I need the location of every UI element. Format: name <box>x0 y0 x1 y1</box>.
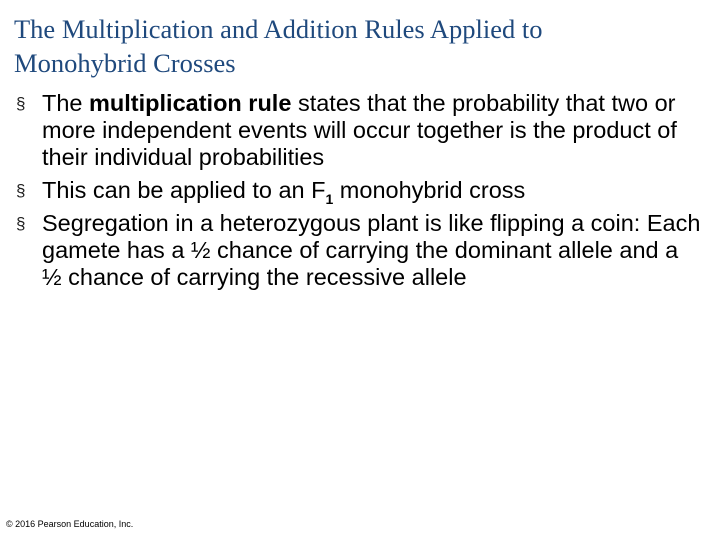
bullet-multiplication-rule <box>14 90 704 171</box>
title-line-1: The Multiplication and Addition Rules Applied to <box>14 14 543 44</box>
title-line-2: Monohybrid Crosses <box>14 48 236 78</box>
bullet-1-bold-term: multiplication rule <box>89 90 292 116</box>
bullet-marker-icon: § <box>16 214 26 233</box>
bullet-2-subscript: 1 <box>325 191 334 207</box>
bullet-f1-cross <box>14 177 704 207</box>
bullet-2-prefix: This can be applied to an F <box>42 177 326 203</box>
bullet-marker-icon: § <box>16 181 26 200</box>
copyright-footer: © 2016 Pearson Education, Inc. <box>6 519 134 529</box>
bullet-segregation <box>14 210 704 291</box>
bullet-1-rest: states that the probability that two or more independent events will occur together is the product of their individual probabilities <box>42 90 677 170</box>
bullet-3-text: Segregation in a heterozygous plant is like flipping a coin: Each gamete has a ½ chance of carrying the dominant allele and a ½ chance of carrying the recessive allele <box>42 210 701 290</box>
bullet-1-prefix: The <box>42 90 90 116</box>
bullet-list <box>14 90 704 297</box>
bullet-2-rest: monohybrid cross <box>333 177 526 203</box>
slide-title <box>14 12 704 80</box>
bullet-marker-icon: § <box>16 94 26 113</box>
